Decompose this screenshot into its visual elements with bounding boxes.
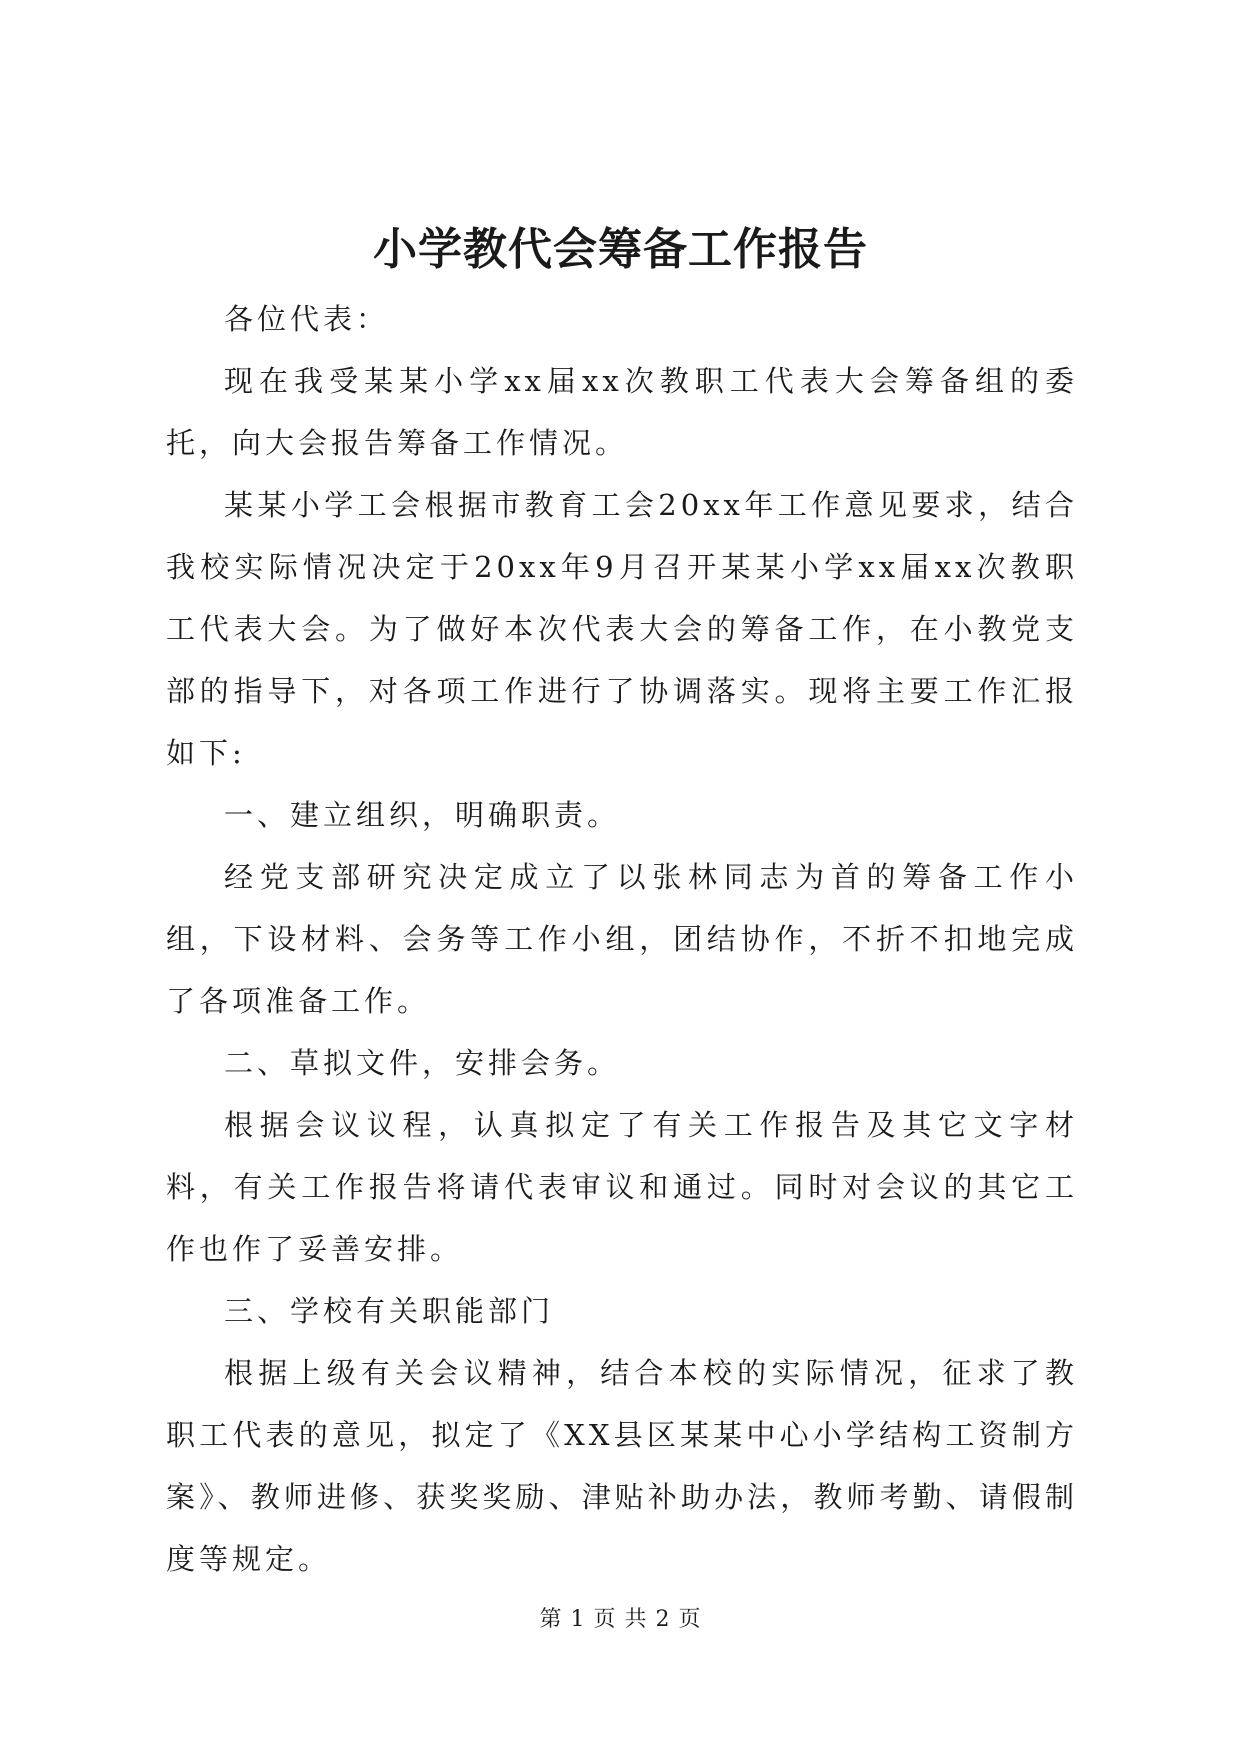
body-paragraph: 某某小学工会根据市教育工会20xx年工作意见要求，结合我校实际情况决定于20xx年9月召开某某小学xx届xx次教职工代表大会。为了做好本次代表大会的筹备工作，在小教党支部的指导下，对各项工作进行了协调落实。现将主要工作汇报如下: [166,488,1078,770]
body-paragraph: 现在我受某某小学xx届xx次教职工代表大会筹备组的委托，向大会报告筹备工作情况。 [166,364,1078,460]
salutation: 各位代表： [224,302,390,336]
section-heading: 一、建立组织，明确职责。 [224,798,621,832]
body-paragraph: 根据上级有关会议精神，结合本校的实际情况，征求了教职工代表的意见，拟定了《XX县区某某中心小学结构工资制方案》、教师进修、获奖奖励、津贴补助办法，教师考勤、请假制度等规定。 [166,1356,1078,1576]
body-paragraph: 根据会议议程，认真拟定了有关工作报告及其它文字材料，有关工作报告将请代表审议和通过。同时对会议的其它工作也作了妥善安排。 [166,1108,1078,1266]
section-heading: 三、学校有关职能部门 [224,1294,555,1328]
section-heading: 二、草拟文件，安排会务。 [224,1046,621,1080]
body-paragraph: 经党支部研究决定成立了以张林同志为首的筹备工作小组，下设材料、会务等工作小组，团结协作，不折不扣地完成了各项准备工作。 [166,860,1078,1018]
document-body [166,288,1078,1590]
page-footer: 第 1 页 共 2 页 [539,1607,702,1632]
document-title: 小学教代会筹备工作报告 [373,224,868,275]
